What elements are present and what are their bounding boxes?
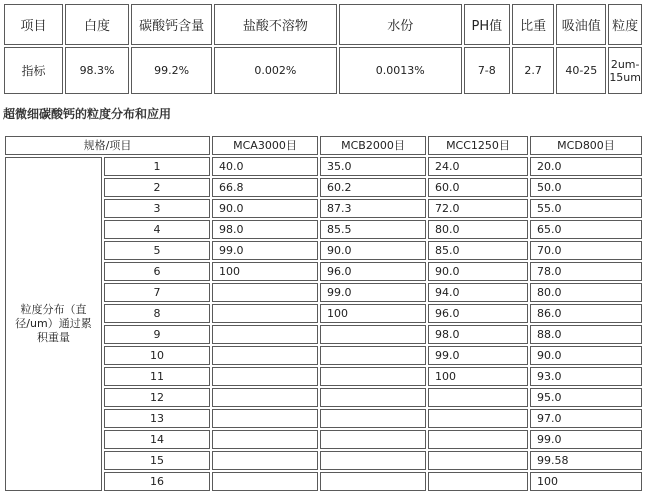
spec-value-cell: 2.7 <box>512 47 554 94</box>
value-cell: 35.0 <box>320 157 426 176</box>
value-cell <box>428 388 528 407</box>
value-cell: 99.0 <box>212 241 318 260</box>
spec-header-cell: 项目 <box>4 4 63 45</box>
row-index-cell: 16 <box>104 472 210 491</box>
value-cell <box>320 346 426 365</box>
value-cell <box>212 367 318 386</box>
row-index-cell: 11 <box>104 367 210 386</box>
column-header-cell: MCB2000目 <box>320 136 426 155</box>
spec-value-cell: 99.2% <box>131 47 212 94</box>
row-index-cell: 2 <box>104 178 210 197</box>
value-cell: 99.0 <box>320 283 426 302</box>
row-index-cell: 5 <box>104 241 210 260</box>
spec-header-cell: 吸油值 <box>556 4 606 45</box>
value-cell <box>428 409 528 428</box>
value-cell: 98.0 <box>212 220 318 239</box>
value-cell <box>212 304 318 323</box>
value-cell: 90.0 <box>320 241 426 260</box>
spec-value-cell: 2um-15um <box>608 47 642 94</box>
value-cell: 72.0 <box>428 199 528 218</box>
value-cell <box>320 325 426 344</box>
value-cell: 86.0 <box>530 304 642 323</box>
row-index-cell: 14 <box>104 430 210 449</box>
spec-value-cell: 40-25 <box>556 47 606 94</box>
table-row <box>5 157 642 176</box>
spec-row-label: 指标 <box>4 47 63 94</box>
value-cell: 80.0 <box>530 283 642 302</box>
row-index-cell: 1 <box>104 157 210 176</box>
value-cell <box>212 283 318 302</box>
value-cell <box>320 451 426 470</box>
spec-value-cell: 7-8 <box>464 47 510 94</box>
value-cell: 90.0 <box>530 346 642 365</box>
value-cell <box>428 472 528 491</box>
value-cell: 99.0 <box>530 430 642 449</box>
value-cell: 65.0 <box>530 220 642 239</box>
spec-header-cell: 盐酸不溶物 <box>214 4 337 45</box>
row-index-cell: 15 <box>104 451 210 470</box>
value-cell: 85.5 <box>320 220 426 239</box>
row-index-cell: 10 <box>104 346 210 365</box>
row-index-cell: 4 <box>104 220 210 239</box>
row-index-cell: 8 <box>104 304 210 323</box>
spec-value-row <box>4 47 642 94</box>
value-cell: 100 <box>212 262 318 281</box>
value-cell <box>320 472 426 491</box>
row-index-cell: 6 <box>104 262 210 281</box>
value-cell: 20.0 <box>530 157 642 176</box>
value-cell: 95.0 <box>530 388 642 407</box>
distribution-header-row <box>5 136 642 155</box>
section-title: 超微细碳酸钙的粒度分布和应用 <box>3 107 172 121</box>
value-cell: 96.0 <box>428 304 528 323</box>
value-cell: 99.58 <box>530 451 642 470</box>
row-index-cell: 3 <box>104 199 210 218</box>
value-cell: 90.0 <box>212 199 318 218</box>
value-cell: 94.0 <box>428 283 528 302</box>
value-cell <box>212 346 318 365</box>
value-cell <box>428 451 528 470</box>
value-cell: 80.0 <box>428 220 528 239</box>
row-index-cell: 13 <box>104 409 210 428</box>
value-cell: 50.0 <box>530 178 642 197</box>
spec-header-cell: 水份 <box>339 4 462 45</box>
value-cell <box>212 409 318 428</box>
value-cell: 88.0 <box>530 325 642 344</box>
distribution-table <box>3 134 644 493</box>
value-cell <box>320 367 426 386</box>
row-index-cell: 9 <box>104 325 210 344</box>
column-header-cell: MCC1250目 <box>428 136 528 155</box>
value-cell: 24.0 <box>428 157 528 176</box>
corner-header-cell: 规格/项目 <box>5 136 210 155</box>
value-cell: 66.8 <box>212 178 318 197</box>
value-cell: 100 <box>530 472 642 491</box>
value-cell <box>212 430 318 449</box>
value-cell: 96.0 <box>320 262 426 281</box>
value-cell: 60.2 <box>320 178 426 197</box>
spec-header-cell: PH值 <box>464 4 510 45</box>
row-index-cell: 7 <box>104 283 210 302</box>
group-label-cell: 粒度分布（直径/um）通过累积重量 <box>5 157 102 491</box>
value-cell: 87.3 <box>320 199 426 218</box>
value-cell <box>212 472 318 491</box>
value-cell <box>320 409 426 428</box>
spec-header-cell: 碳酸钙含量 <box>131 4 212 45</box>
value-cell <box>212 325 318 344</box>
value-cell <box>320 388 426 407</box>
value-cell: 100 <box>428 367 528 386</box>
value-cell: 100 <box>320 304 426 323</box>
spec-header-cell: 白度 <box>65 4 129 45</box>
row-index-cell: 12 <box>104 388 210 407</box>
value-cell: 55.0 <box>530 199 642 218</box>
value-cell: 70.0 <box>530 241 642 260</box>
value-cell <box>212 388 318 407</box>
spec-value-cell: 0.0013% <box>339 47 462 94</box>
spec-value-cell: 98.3% <box>65 47 129 94</box>
column-header-cell: MCA3000目 <box>212 136 318 155</box>
value-cell: 98.0 <box>428 325 528 344</box>
value-cell: 60.0 <box>428 178 528 197</box>
value-cell <box>428 430 528 449</box>
value-cell: 40.0 <box>212 157 318 176</box>
value-cell: 78.0 <box>530 262 642 281</box>
value-cell: 90.0 <box>428 262 528 281</box>
value-cell <box>212 451 318 470</box>
value-cell: 97.0 <box>530 409 642 428</box>
spec-value-cell: 0.002% <box>214 47 337 94</box>
value-cell <box>320 430 426 449</box>
value-cell: 85.0 <box>428 241 528 260</box>
value-cell: 99.0 <box>428 346 528 365</box>
value-cell: 93.0 <box>530 367 642 386</box>
spec-header-cell: 粒度 <box>608 4 642 45</box>
spec-header-cell: 比重 <box>512 4 554 45</box>
spec-table <box>2 2 644 96</box>
column-header-cell: MCD800目 <box>530 136 642 155</box>
spec-header-row <box>4 4 642 45</box>
